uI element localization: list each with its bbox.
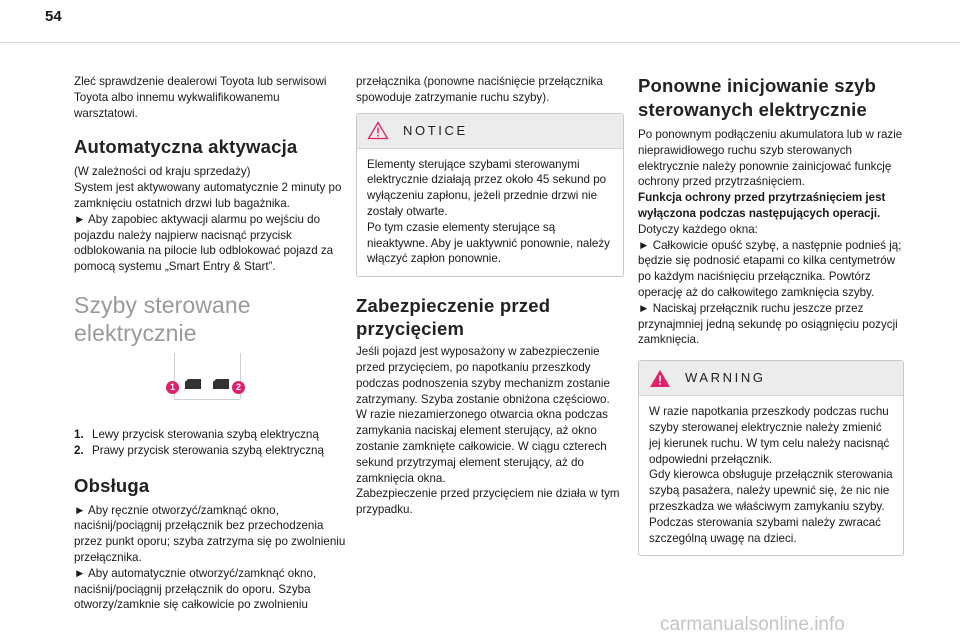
notice-triangle-icon (367, 121, 389, 140)
switch-legend-list (74, 427, 346, 459)
reinit-steps-text: Dotyczy każdego okna: ► Całkowicie opuść szybę, a następnie podnieś ją; będzie się podnosić etapami co kilka centymetrów po każdym naciśnięciu przełącznika. Powtórz operację aż do całkowitego zamknięcia szyby. ► Naciskaj przełącznik ruchu jeszcze przez przynajmniej jedną sekundę po osiągnięciu pozycji zamknięcia. (638, 222, 902, 347)
operation-text: ► Aby ręcznie otworzyć/zamknąć okno, naciśnij/pociągnij przełącznik bez przechodzenia przez punkt oporu; szyba zatrzyma się po zwolnieniu przełącznika. ► Aby automatycznie otworzyć/zamknąć okno, naciśnij/pociągnij przełącznik do oporu. Szyba otworzy/zamknie się całkowicie po zwolnieniu (74, 503, 346, 612)
power-windows-section-title: Szyby sterowane elektrycznie (74, 291, 251, 346)
window-switch-figure (74, 353, 346, 419)
warning-triangle-icon (649, 369, 671, 388)
column-1 (74, 74, 346, 613)
warning-title: WARNING (685, 370, 766, 386)
list-item-text: Prawy przycisk sterowania szybą elektryczną (92, 443, 324, 457)
list-item-number: 2. (74, 443, 84, 457)
left-window-switch-icon (184, 378, 202, 390)
anti-pinch-heading: Zabezpieczenie przed przycięciem (356, 295, 551, 340)
page-number: 54 (45, 8, 62, 25)
list-item (74, 427, 346, 443)
intro-text: Zleć sprawdzenie dealerowi Toyota lub serwisowi Toyota albo innemu wykwalifikowanemu warsztatowi. (74, 75, 327, 120)
warning-text: W razie napotkania przeszkody podczas ruchu szyby sterowanej elektrycznie należy zmienić jej kierunek ruchu. W tym celu należy nacisnąć odpowiedni przełącznik. Gdy kierowca obsługuje przełącznik sterowania szybą pasażera, należy upewnić się, że nic nie przeszkadza we właściwym zamykaniu szyby. Podczas sterowania szybami należy zwracać szczególną uwagę na dzieci. (649, 405, 893, 545)
list-item-text: Lewy przycisk sterowania szybą elektryczną (92, 427, 319, 441)
notice-box (356, 113, 624, 278)
notice-title: NOTICE (403, 122, 468, 138)
callout-badge-2: 2 (232, 381, 245, 394)
figure-line-bottom (174, 399, 240, 400)
warning-header (639, 361, 903, 396)
continued-text: przełącznika (ponowne naciśnięcie przełącznika spowoduje zatrzymanie ruchu szyby). (356, 75, 603, 104)
notice-header (357, 114, 623, 149)
list-item (74, 443, 346, 459)
site-watermark: carmanualsonline.info (660, 614, 845, 635)
operation-heading: Obsługa (74, 474, 150, 496)
notice-text: Elementy sterujące szybami sterowanymi elektrycznie działają przez około 45 sekund po wyłączeniu zapłonu, jeżeli przednie drzwi nie zostały otwarte. Po tym czasie elementy sterujące są nieaktywne. Aby je uaktywnić ponownie, należy włączyć zapłon ponownie. (367, 157, 610, 266)
reinit-text: Po ponownym podłączeniu akumulatora lub w razie nieprawidłowego ruchu szyb sterowanych elektrycznie należy ponownie zainicjować funkcję ochrony przed przytrzaśnięciem. (638, 128, 903, 189)
reinit-heading: Ponowne inicjowanie szyb sterowanych elektrycznie (638, 75, 877, 120)
column-3 (638, 74, 904, 556)
anti-pinch-text: Jeśli pojazd jest wyposażony w zabezpieczenie przed przycięciem, po napotkaniu przeszkody podczas podnoszenia szyby mechanizm zostanie zatrzymany. Szyba zostanie obniżona częściowo. W razie niezamierzonego otwarcia okna podczas zamykania naciskaj element sterujący, aż okno zostanie zamknięte całkowicie. W ciągu czterech sekund przytrzymaj element sterujący, aż do zamknięcia okna. Zabezpieczenie przed przycięciem nie działa w tym przypadku. (356, 345, 620, 517)
column-2 (356, 74, 624, 518)
reinit-bold-text: Funkcja ochrony przed przytrzaśnięciem jest wyłączona podczas następujących operacji. (638, 191, 886, 220)
list-item-number: 1. (74, 427, 84, 441)
top-divider (0, 42, 960, 43)
auto-activation-text: (W zależności od kraju sprzedaży) System jest aktywowany automatycznie 2 minuty po zamknięciu ostatnich drzwi lub bagażnika. ► Aby zapobiec aktywacji alarmu po wejściu do pojazdu należy najpierw nacisnąć przycisk odblokowania na pilocie lub odblokować pojazd za pomocą systemu „Smart Entry & Start”. (74, 165, 342, 274)
right-window-switch-icon (212, 378, 230, 390)
warning-box (638, 360, 904, 556)
callout-badge-1: 1 (166, 381, 179, 394)
auto-activation-heading: Automatyczna aktywacja (74, 136, 298, 158)
